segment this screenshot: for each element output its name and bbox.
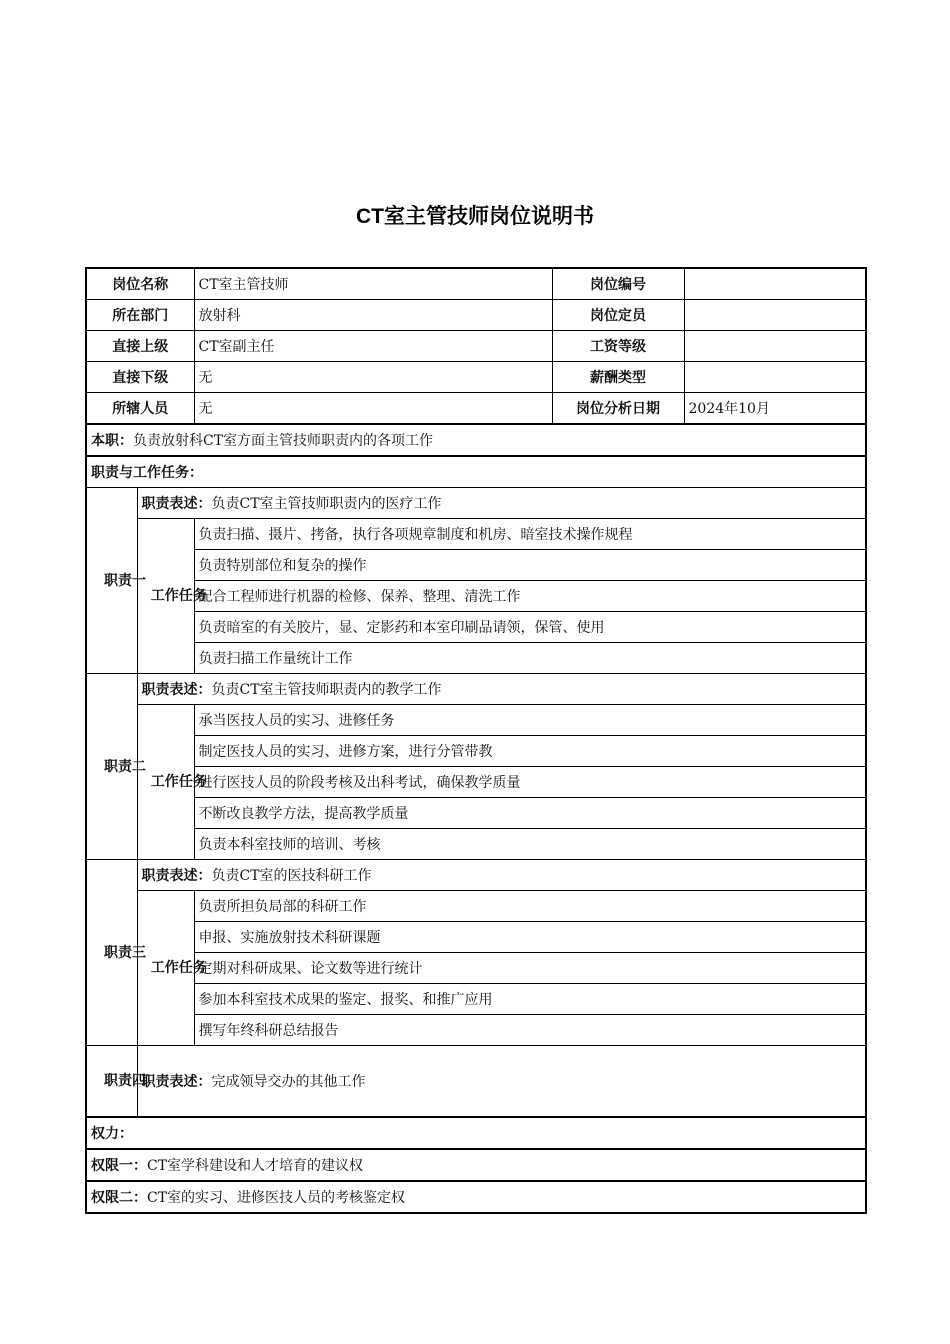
field-value: 无	[194, 393, 552, 425]
statement-text: 负责CT室主管技师职责内的教学工作	[211, 682, 442, 698]
task-item: 申报、实施放射技术科研课题	[194, 922, 866, 953]
task-item: 负责特别部位和复杂的操作	[194, 550, 866, 581]
power-row	[86, 1181, 866, 1213]
field-label: 所辖人员	[86, 393, 194, 425]
power-item	[86, 1149, 866, 1181]
field-label: 直接下级	[86, 362, 194, 393]
responsibility-statement	[137, 860, 866, 891]
field-label: 岗位定员	[552, 300, 684, 331]
task-row	[86, 891, 866, 922]
field-value: 放射科	[194, 300, 552, 331]
power-header-row	[86, 1117, 866, 1149]
task-row	[86, 581, 866, 612]
responsibility-statement	[137, 1046, 866, 1118]
field-value: CT室副主任	[194, 331, 552, 362]
task-label-text: 工作任务	[150, 960, 207, 976]
power-item-text: CT室学科建设和人才培育的建议权	[147, 1158, 364, 1174]
power-item-label: 权限二：	[91, 1190, 147, 1206]
statement-text: 负责CT室的医技科研工作	[211, 868, 372, 884]
document-title: CT室主管技师岗位说明书	[356, 205, 594, 228]
task-item: 负责扫描工作量统计工作	[194, 643, 866, 674]
field-value	[684, 300, 866, 331]
basic-row	[86, 362, 866, 393]
basic-row	[86, 331, 866, 362]
task-row	[86, 922, 866, 953]
task-row	[86, 736, 866, 767]
statement-label: 职责表述：	[141, 496, 212, 512]
task-item: 制定医技人员的实习、进修方案，进行分管带教	[194, 736, 866, 767]
task-label	[137, 891, 207, 1046]
field-label: 薪酬类型	[552, 362, 684, 393]
field-label: 岗位名称	[86, 268, 194, 300]
task-item: 负责本科室技师的培训、考核	[194, 829, 866, 860]
field-value	[684, 362, 866, 393]
field-label: 岗位分析日期	[552, 393, 684, 425]
responsibility-2-statement-row	[86, 674, 866, 705]
field-label: 所在部门	[86, 300, 194, 331]
field-value: 无	[194, 362, 552, 393]
main-duty-label: 本职：	[91, 433, 133, 449]
task-item: 负责暗室的有关胶片，显、定影药和本室印刷品请领，保管、使用	[194, 612, 866, 643]
field-label: 工资等级	[552, 331, 684, 362]
task-row	[86, 612, 866, 643]
task-row	[86, 984, 866, 1015]
task-row	[86, 767, 866, 798]
task-label	[137, 519, 207, 674]
task-row	[86, 953, 866, 984]
responsibility-name: 职责四	[104, 1073, 147, 1089]
task-row	[86, 798, 866, 829]
responsibility-3-name	[86, 860, 147, 1046]
field-label: 岗位编号	[552, 268, 684, 300]
power-item	[86, 1181, 866, 1213]
task-item: 不断改良教学方法，提高教学质量	[194, 798, 866, 829]
responsibility-3-statement-row	[86, 860, 866, 891]
responsibility-4-name	[86, 1046, 147, 1118]
task-row	[86, 519, 866, 550]
task-row	[86, 550, 866, 581]
tasks-header-row	[86, 456, 866, 488]
task-item: 定期对科研成果、论文数等进行统计	[194, 953, 866, 984]
responsibility-name: 职责三	[104, 944, 147, 961]
task-label-text: 工作任务	[150, 774, 207, 790]
statement-label: 职责表述：	[141, 682, 212, 698]
task-row	[86, 705, 866, 736]
power-item-text: CT室的实习、进修医技人员的考核鉴定权	[147, 1190, 406, 1206]
power-header-label: 权力：	[91, 1126, 133, 1142]
responsibility-name: 职责一	[104, 572, 147, 589]
task-item: 参加本科室技术成果的鉴定、报奖、和推广应用	[194, 984, 866, 1015]
main-duty-text: 负责放射科CT室方面主管技师职责内的各项工作	[133, 433, 434, 449]
field-value	[684, 331, 866, 362]
main-duty	[86, 424, 866, 456]
responsibility-statement	[137, 674, 866, 705]
basic-row	[86, 300, 866, 331]
field-value	[684, 268, 866, 300]
responsibility-name: 职责二	[104, 758, 147, 775]
task-row	[86, 1015, 866, 1046]
statement-label: 职责表述：	[141, 1074, 212, 1090]
basic-row	[86, 393, 866, 425]
power-row	[86, 1149, 866, 1181]
field-value: 2024年10月	[684, 393, 866, 425]
job-description-table	[85, 267, 867, 1214]
responsibility-statement	[137, 488, 866, 519]
responsibility-4-row	[86, 1046, 866, 1118]
responsibility-1-name	[86, 488, 147, 674]
task-item: 配合工程师进行机器的检修、保养、整理、清洗工作	[194, 581, 866, 612]
tasks-header	[86, 456, 866, 488]
power-header	[86, 1117, 866, 1149]
statement-text: 完成领导交办的其他工作	[211, 1074, 366, 1090]
statement-text: 负责CT室主管技师职责内的医疗工作	[211, 496, 442, 512]
task-label-text: 工作任务	[150, 588, 207, 604]
task-row	[86, 643, 866, 674]
responsibility-2-name	[86, 674, 147, 860]
task-item: 进行医技人员的阶段考核及出科考试，确保教学质量	[194, 767, 866, 798]
power-item-label: 权限一：	[91, 1158, 147, 1174]
task-item: 负责所担负局部的科研工作	[194, 891, 866, 922]
task-row	[86, 829, 866, 860]
field-value: CT室主管技师	[194, 268, 552, 300]
task-item: 撰写年终科研总结报告	[194, 1015, 866, 1046]
field-label: 直接上级	[86, 331, 194, 362]
task-item: 负责扫描、摄片、拷备，执行各项规章制度和机房、暗室技术操作规程	[194, 519, 866, 550]
task-item: 承当医技人员的实习、进修任务	[194, 705, 866, 736]
task-label	[137, 705, 207, 860]
tasks-header-label: 职责与工作任务：	[91, 465, 203, 481]
basic-row	[86, 268, 866, 300]
responsibility-1-statement-row	[86, 488, 866, 519]
statement-label: 职责表述：	[141, 868, 212, 884]
main-duty-row	[86, 424, 866, 456]
